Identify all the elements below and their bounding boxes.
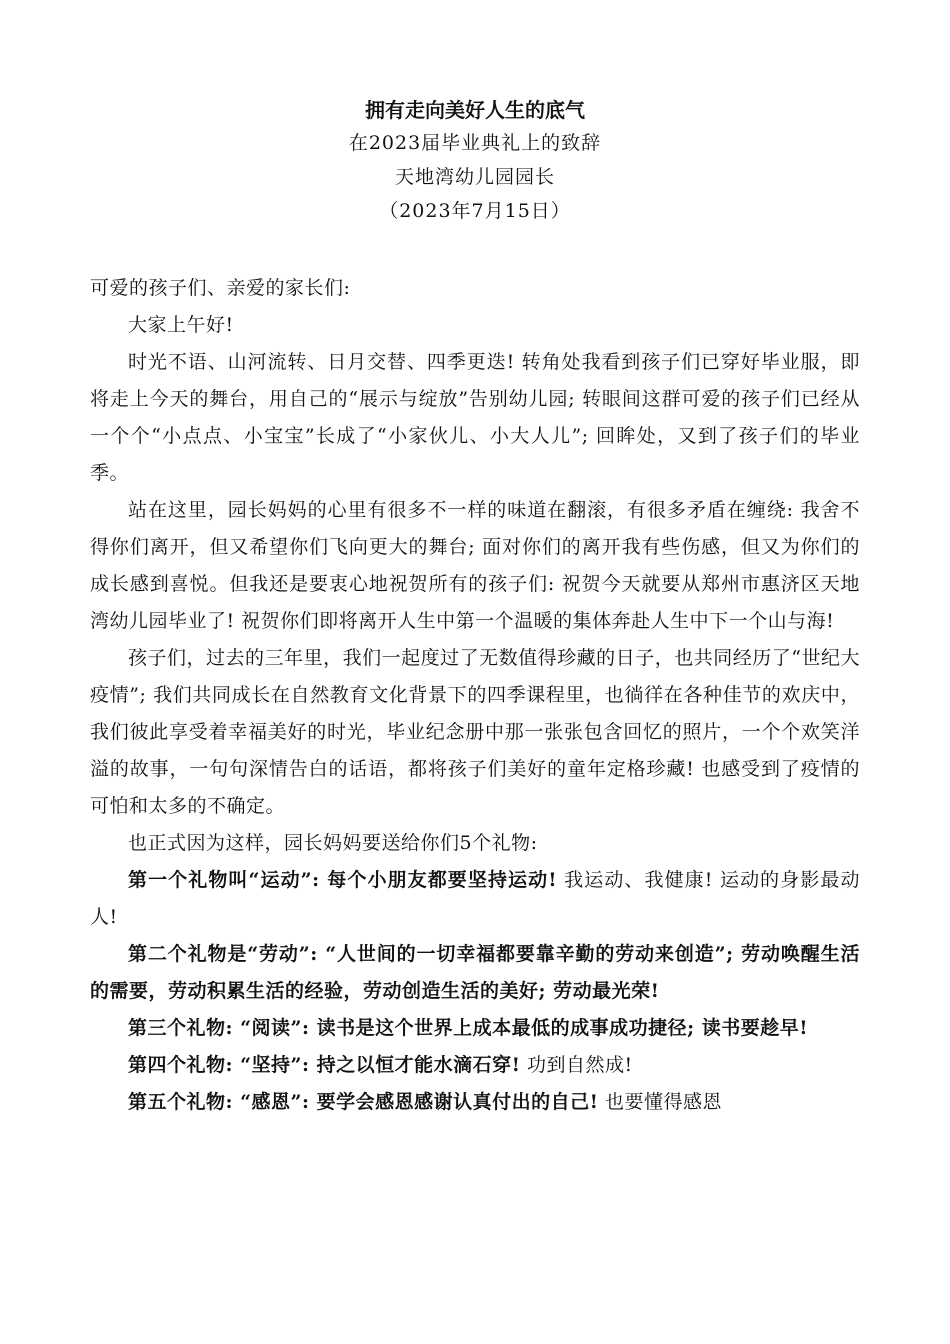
gift-5	[90, 1084, 860, 1121]
gift-5-bold: 第五个礼物: “感恩”: 要学会感恩感谢认真付出的自己!	[128, 1091, 599, 1113]
salutation: 可爱的孩子们、亲爱的家长们:	[90, 277, 351, 299]
paragraph-1: 时光不语、山河流转、日月交替、四季更迭! 转角处我看到孩子们已穿好毕业服，即将走上今天的舞台，用自己的“展示与绽放”告别幼儿园; 转眼间这群可爱的孩子们已经从一个个“小点点、小宝宝”长成了“小家伙儿、小大人儿”; 回眸处，又到了孩子们的毕业季。	[90, 351, 860, 484]
gift-3-bold: 第三个礼物: “阅读”: 读书是这个世界上成本最低的成事成功捷径; 读书要趁早!	[128, 1017, 809, 1039]
speech-title: 拥有走向美好人生的底气	[365, 98, 585, 122]
gift-1-rest: 我运动、我健康! 运动的身影最动人!	[90, 869, 861, 928]
gift-2	[90, 936, 860, 1010]
gift-4-rest: 功到自然成!	[520, 1054, 633, 1076]
gift-1	[90, 862, 860, 936]
gift-4	[90, 1047, 860, 1084]
paragraph-2: 站在这里，园长妈妈的心里有很多不一样的味道在翻滚，有很多矛盾在缠绕: 我舍不得你们离开，但又希望你们飞向更大的舞台; 面对你们的离开我有些伤感，但又为你们的成长感到喜悦。但我还是要衷心地祝贺所有的孩子们: 祝贺今天就要从郑州市惠济区天地湾幼儿园毕业了! 祝贺你们即将离开人生中第一个温暖的集体奔赴人生中下一个山与海!	[90, 499, 860, 632]
document-page	[90, 94, 860, 1121]
gift-2-bold: 第二个礼物是“劳动”: “人世间的一切幸福都要靠辛勤的劳动来创造”; 劳动唤醒生活的需要，劳动积累生活的经验，劳动创造生活的美好; 劳动最光荣!	[90, 943, 860, 1002]
speech-body	[90, 270, 860, 1121]
gift-1-bold: 第一个礼物叫“运动”: 每个小朋友都要坚持运动!	[128, 869, 558, 891]
paragraph-3: 孩子们，过去的三年里，我们一起度过了无数值得珍藏的日子，也共同经历了“世纪大疫情”; 我们共同成长在自然教育文化背景下的四季课程里，也徜徉在各种佳节的欢庆中，我们彼此享受着幸福美好的时光，毕业纪念册中那一张张包含回忆的照片，一个个欢笑洋溢的故事，一句句深情告白的话语，都将孩子们美好的童年定格珍藏! 也感受到了疫情的可怕和太多的不确定。	[90, 647, 860, 817]
speech-subtitle: 在2023届毕业典礼上的致辞	[348, 132, 602, 154]
gift-3	[90, 1010, 860, 1047]
gift-5-rest: 也要懂得感恩	[598, 1091, 723, 1113]
speaker-line: 天地湾幼儿园园长	[394, 166, 555, 188]
greeting: 大家上午好!	[128, 314, 234, 336]
gift-4-bold: 第四个礼物: “坚持”: 持之以恒才能水滴石穿!	[128, 1054, 521, 1076]
speech-date: （2023年7月15日）	[379, 200, 571, 222]
paragraph-4: 也正式因为这样，园长妈妈要送给你们5个礼物:	[128, 832, 538, 854]
